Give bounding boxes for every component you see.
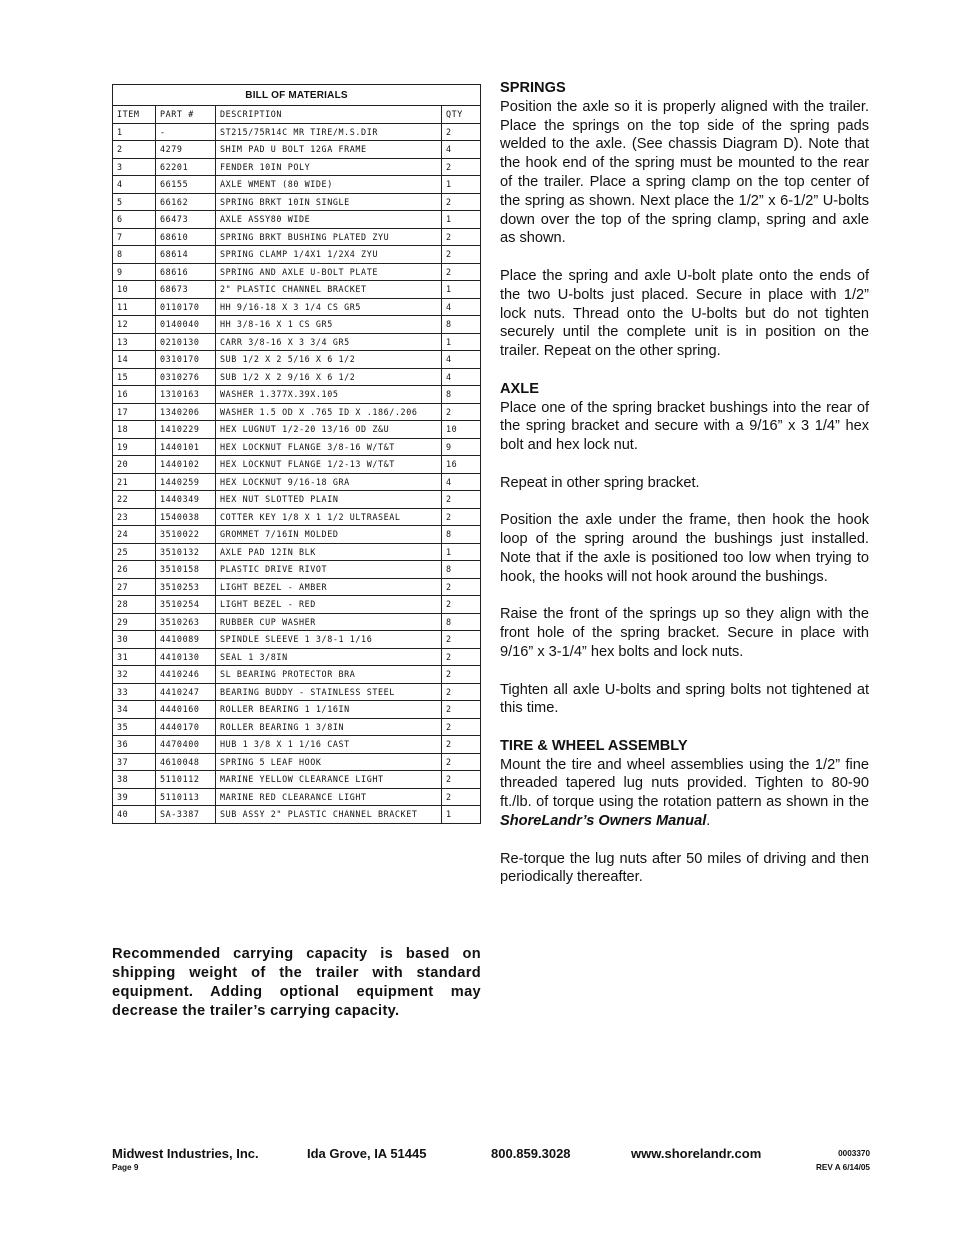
bom-cell-item: 24 bbox=[113, 526, 156, 544]
bom-cell-part-number: 1310163 bbox=[156, 386, 216, 404]
bom-cell-description: GROMMET 7/16IN MOLDED bbox=[216, 526, 442, 544]
bom-cell-item: 9 bbox=[113, 263, 156, 281]
bom-cell-part-number: 4440170 bbox=[156, 718, 216, 736]
bom-cell-qty: 2 bbox=[442, 491, 481, 509]
bom-row bbox=[113, 631, 481, 649]
bom-row bbox=[113, 806, 481, 824]
bom-cell-item: 15 bbox=[113, 368, 156, 386]
bom-cell-qty: 2 bbox=[442, 403, 481, 421]
tire-paragraph-1-text: Mount the tire and wheel assemblies using the 1/2” fine threaded tapered lug nuts provided. Tighten to 80-90 ft./lb. of torque using the rotation pattern as shown in the bbox=[500, 756, 869, 811]
bom-cell-qty: 8 bbox=[442, 316, 481, 334]
bom-cell-qty: 2 bbox=[442, 631, 481, 649]
bom-cell-part-number: 5110112 bbox=[156, 771, 216, 789]
bom-cell-qty: 2 bbox=[442, 771, 481, 789]
tire-paragraph-1-end: . bbox=[706, 813, 711, 830]
bom-cell-description: BEARING BUDDY - STAINLESS STEEL bbox=[216, 683, 442, 701]
bom-row bbox=[113, 228, 481, 246]
bom-cell-item: 10 bbox=[113, 281, 156, 299]
bom-cell-description: HEX LOCKNUT FLANGE 1/2-13 W/T&T bbox=[216, 456, 442, 474]
bom-row bbox=[113, 246, 481, 264]
bom-cell-part-number: 1540038 bbox=[156, 508, 216, 526]
bom-cell-item: 1 bbox=[113, 123, 156, 141]
bom-cell-description: ROLLER BEARING 1 1/16IN bbox=[216, 701, 442, 719]
bom-cell-part-number: 0110170 bbox=[156, 298, 216, 316]
bom-cell-part-number: 4279 bbox=[156, 141, 216, 159]
bom-row bbox=[113, 281, 481, 299]
bom-cell-item: 20 bbox=[113, 456, 156, 474]
bom-cell-part-number: 0310170 bbox=[156, 351, 216, 369]
bom-cell-part-number: 68616 bbox=[156, 263, 216, 281]
bom-cell-part-number: 66473 bbox=[156, 211, 216, 229]
bom-cell-part-number: 4470400 bbox=[156, 736, 216, 754]
bom-cell-qty: 2 bbox=[442, 578, 481, 596]
bom-header-part: PART # bbox=[156, 106, 216, 124]
axle-heading: AXLE bbox=[500, 380, 539, 397]
bom-cell-part-number: 1340206 bbox=[156, 403, 216, 421]
bom-cell-description: SUB 1/2 X 2 5/16 X 6 1/2 bbox=[216, 351, 442, 369]
bom-row bbox=[113, 403, 481, 421]
axle-paragraph-4: Raise the front of the springs up so they align with the front hole of the spring bracket. Secure in place with 9/16” x 3-1/4” hex bolts and lock nuts. bbox=[500, 606, 869, 660]
bom-cell-part-number: 3510158 bbox=[156, 561, 216, 579]
bom-cell-item: 23 bbox=[113, 508, 156, 526]
bom-cell-qty: 4 bbox=[442, 298, 481, 316]
bom-cell-item: 17 bbox=[113, 403, 156, 421]
bom-cell-description: SPRING AND AXLE U-BOLT PLATE bbox=[216, 263, 442, 281]
bom-header-qty: QTY bbox=[442, 106, 481, 124]
bom-cell-item: 22 bbox=[113, 491, 156, 509]
bom-cell-qty: 4 bbox=[442, 368, 481, 386]
bom-row bbox=[113, 613, 481, 631]
bom-cell-part-number: 0140040 bbox=[156, 316, 216, 334]
bom-cell-item: 26 bbox=[113, 561, 156, 579]
bom-cell-description: SL BEARING PROTECTOR BRA bbox=[216, 666, 442, 684]
tire-paragraph-1 bbox=[500, 756, 869, 831]
bom-cell-qty: 16 bbox=[442, 456, 481, 474]
bom-cell-qty: 8 bbox=[442, 386, 481, 404]
axle-paragraph-3: Position the axle under the frame, then hook the hook loop of the spring around the bushings just installed. Note that if the axle is positioned too low when trying to hook, the hooks will not hook around the bushings. bbox=[500, 512, 869, 585]
bom-cell-description: LIGHT BEZEL - RED bbox=[216, 596, 442, 614]
bom-cell-part-number: 3510022 bbox=[156, 526, 216, 544]
bom-row bbox=[113, 193, 481, 211]
bom-row bbox=[113, 316, 481, 334]
bom-cell-item: 27 bbox=[113, 578, 156, 596]
footer-city: Ida Grove, IA 51445 bbox=[307, 1146, 427, 1161]
bom-row bbox=[113, 718, 481, 736]
bom-row bbox=[113, 158, 481, 176]
bom-cell-qty: 2 bbox=[442, 753, 481, 771]
bom-cell-qty: 2 bbox=[442, 648, 481, 666]
bom-cell-part-number: 68673 bbox=[156, 281, 216, 299]
bom-cell-part-number: - bbox=[156, 123, 216, 141]
bom-cell-item: 29 bbox=[113, 613, 156, 631]
bom-cell-qty: 1 bbox=[442, 543, 481, 561]
bom-cell-description: SUB ASSY 2" PLASTIC CHANNEL BRACKET bbox=[216, 806, 442, 824]
owners-manual-reference: ShoreLandr’s Owners Manual bbox=[500, 813, 707, 830]
bom-cell-description: RUBBER CUP WASHER bbox=[216, 613, 442, 631]
bom-cell-qty: 2 bbox=[442, 736, 481, 754]
bom-cell-item: 3 bbox=[113, 158, 156, 176]
bom-cell-part-number: 4440160 bbox=[156, 701, 216, 719]
bom-cell-part-number: 3510253 bbox=[156, 578, 216, 596]
bom-cell-qty: 4 bbox=[442, 141, 481, 159]
bom-cell-part-number: 0210130 bbox=[156, 333, 216, 351]
bom-cell-description: HEX LOCKNUT 9/16-18 GRA bbox=[216, 473, 442, 491]
springs-heading: SPRINGS bbox=[500, 80, 566, 96]
bom-cell-qty: 4 bbox=[442, 351, 481, 369]
bom-row bbox=[113, 753, 481, 771]
bom-cell-qty: 2 bbox=[442, 596, 481, 614]
bom-cell-qty: 2 bbox=[442, 718, 481, 736]
bom-cell-description: ST215/75R14C MR TIRE/M.S.DIR bbox=[216, 123, 442, 141]
bom-cell-part-number: 0310276 bbox=[156, 368, 216, 386]
bom-row bbox=[113, 543, 481, 561]
bom-cell-item: 38 bbox=[113, 771, 156, 789]
bom-cell-part-number: 3510254 bbox=[156, 596, 216, 614]
bom-cell-description: HEX NUT SLOTTED PLAIN bbox=[216, 491, 442, 509]
bom-cell-part-number: 1440259 bbox=[156, 473, 216, 491]
bom-cell-item: 40 bbox=[113, 806, 156, 824]
footer-phone: 800.859.3028 bbox=[491, 1146, 571, 1161]
bom-cell-description: WASHER 1.377X.39X.105 bbox=[216, 386, 442, 404]
bom-row bbox=[113, 736, 481, 754]
bom-cell-description: SPRING BRKT 10IN SINGLE bbox=[216, 193, 442, 211]
bom-cell-qty: 9 bbox=[442, 438, 481, 456]
bom-row bbox=[113, 176, 481, 194]
bom-cell-qty: 2 bbox=[442, 508, 481, 526]
bom-cell-description: MARINE RED CLEARANCE LIGHT bbox=[216, 788, 442, 806]
footer-website: www.shorelandr.com bbox=[631, 1146, 762, 1161]
bom-cell-qty: 2 bbox=[442, 123, 481, 141]
bom-cell-item: 18 bbox=[113, 421, 156, 439]
bom-cell-item: 21 bbox=[113, 473, 156, 491]
bom-cell-part-number: 1410229 bbox=[156, 421, 216, 439]
bom-cell-part-number: 4610048 bbox=[156, 753, 216, 771]
bom-cell-part-number: 1440349 bbox=[156, 491, 216, 509]
bom-row bbox=[113, 771, 481, 789]
bom-cell-description: AXLE WMENT (80 WIDE) bbox=[216, 176, 442, 194]
bom-cell-item: 6 bbox=[113, 211, 156, 229]
bom-row bbox=[113, 666, 481, 684]
bom-row bbox=[113, 648, 481, 666]
springs-paragraph-2: Place the spring and axle U-bolt plate onto the ends of the two U-bolts just placed. Secure in place with 1/2” lock nuts. Thread onto the U-bolts but do not tighten securely until the complete unit is in position on the trailer. Repeat on the other spring. bbox=[500, 267, 869, 360]
bom-cell-part-number: 3510132 bbox=[156, 543, 216, 561]
bom-row bbox=[113, 596, 481, 614]
bom-cell-item: 30 bbox=[113, 631, 156, 649]
bom-cell-description: SPINDLE SLEEVE 1 3/8-1 1/16 bbox=[216, 631, 442, 649]
springs-paragraph-1: Position the axle so it is properly aligned with the trailer. Place the springs on the top side of the spring pads welded to the axle. (See chassis Diagram D). Note that the hook end of the spring must be mounted to the rear of the trailer. Place a spring clamp on the top center of the spring as shown. Next place the 1/2” x 6-1/2” U-bolts down over the top of the spring clamp, spring and axle as shown. bbox=[500, 98, 869, 247]
bom-cell-description: HH 9/16-18 X 3 1/4 CS GR5 bbox=[216, 298, 442, 316]
bom-cell-qty: 8 bbox=[442, 561, 481, 579]
bom-cell-part-number: 1440102 bbox=[156, 456, 216, 474]
bom-cell-description: CARR 3/8-16 X 3 3/4 GR5 bbox=[216, 333, 442, 351]
bom-cell-item: 5 bbox=[113, 193, 156, 211]
bom-row bbox=[113, 788, 481, 806]
bom-cell-part-number: 4410130 bbox=[156, 648, 216, 666]
bom-header-item: ITEM bbox=[113, 106, 156, 124]
bom-row bbox=[113, 211, 481, 229]
bom-cell-item: 25 bbox=[113, 543, 156, 561]
bom-cell-description: SPRING BRKT BUSHING PLATED ZYU bbox=[216, 228, 442, 246]
footer-revision: REV A 6/14/05 bbox=[815, 1163, 870, 1172]
bom-row bbox=[113, 491, 481, 509]
bom-cell-qty: 2 bbox=[442, 193, 481, 211]
bom-cell-description: 2" PLASTIC CHANNEL BRACKET bbox=[216, 281, 442, 299]
bom-title: BILL OF MATERIALS bbox=[113, 85, 481, 106]
bom-cell-qty: 8 bbox=[442, 613, 481, 631]
bom-cell-item: 36 bbox=[113, 736, 156, 754]
bom-cell-description: AXLE ASSY80 WIDE bbox=[216, 211, 442, 229]
bom-cell-item: 39 bbox=[113, 788, 156, 806]
bom-cell-part-number: 1440101 bbox=[156, 438, 216, 456]
bom-cell-description: COTTER KEY 1/8 X 1 1/2 ULTRASEAL bbox=[216, 508, 442, 526]
bom-cell-item: 7 bbox=[113, 228, 156, 246]
bom-cell-qty: 10 bbox=[442, 421, 481, 439]
bom-cell-part-number: 68614 bbox=[156, 246, 216, 264]
bom-cell-qty: 2 bbox=[442, 666, 481, 684]
bom-cell-description: HEX LOCKNUT FLANGE 3/8-16 W/T&T bbox=[216, 438, 442, 456]
carrying-capacity-notice: Recommended carrying capacity is based on shipping weight of the trailer with standard equipment. Adding optional equipment may decrease the trailer’s carrying capacity. bbox=[112, 946, 481, 1019]
footer-company: Midwest Industries, Inc. bbox=[112, 1146, 259, 1161]
bom-cell-description: SPRING 5 LEAF HOOK bbox=[216, 753, 442, 771]
bom-cell-item: 19 bbox=[113, 438, 156, 456]
bom-cell-qty: 2 bbox=[442, 701, 481, 719]
bom-cell-item: 31 bbox=[113, 648, 156, 666]
bom-cell-qty: 4 bbox=[442, 473, 481, 491]
bom-cell-part-number: 4410246 bbox=[156, 666, 216, 684]
bom-cell-item: 37 bbox=[113, 753, 156, 771]
bom-cell-item: 12 bbox=[113, 316, 156, 334]
bom-cell-qty: 2 bbox=[442, 158, 481, 176]
bom-cell-qty: 1 bbox=[442, 211, 481, 229]
bom-row bbox=[113, 683, 481, 701]
bom-row bbox=[113, 701, 481, 719]
bom-cell-item: 32 bbox=[113, 666, 156, 684]
bom-cell-item: 33 bbox=[113, 683, 156, 701]
bom-row bbox=[113, 473, 481, 491]
bom-row bbox=[113, 298, 481, 316]
bom-cell-part-number: SA-3387 bbox=[156, 806, 216, 824]
bom-cell-qty: 2 bbox=[442, 263, 481, 281]
axle-paragraph-1: Place one of the spring bracket bushings into the rear of the spring bracket and secure with a 9/16” x 3 1/4” hex bolt and hex lock nut. bbox=[500, 399, 869, 454]
bom-cell-part-number: 62201 bbox=[156, 158, 216, 176]
bom-cell-qty: 2 bbox=[442, 228, 481, 246]
bom-row bbox=[113, 368, 481, 386]
bom-cell-description: MARINE YELLOW CLEARANCE LIGHT bbox=[216, 771, 442, 789]
bom-cell-item: 2 bbox=[113, 141, 156, 159]
bom-cell-qty: 1 bbox=[442, 806, 481, 824]
bom-cell-description: SHIM PAD U BOLT 12GA FRAME bbox=[216, 141, 442, 159]
bom-cell-part-number: 4410089 bbox=[156, 631, 216, 649]
bom-cell-qty: 1 bbox=[442, 281, 481, 299]
bill-of-materials-table bbox=[112, 84, 481, 824]
bom-cell-description: ROLLER BEARING 1 3/8IN bbox=[216, 718, 442, 736]
bom-cell-item: 11 bbox=[113, 298, 156, 316]
bom-cell-part-number: 4410247 bbox=[156, 683, 216, 701]
bom-cell-qty: 1 bbox=[442, 176, 481, 194]
bom-cell-qty: 2 bbox=[442, 683, 481, 701]
bom-header-row bbox=[113, 106, 481, 124]
bom-cell-qty: 2 bbox=[442, 246, 481, 264]
bom-cell-part-number: 66155 bbox=[156, 176, 216, 194]
bom-cell-description: SUB 1/2 X 2 9/16 X 6 1/2 bbox=[216, 368, 442, 386]
bom-cell-item: 35 bbox=[113, 718, 156, 736]
bom-cell-item: 13 bbox=[113, 333, 156, 351]
tire-wheel-heading: TIRE & WHEEL ASSEMBLY bbox=[500, 737, 688, 754]
bom-row bbox=[113, 526, 481, 544]
bom-cell-item: 14 bbox=[113, 351, 156, 369]
bom-cell-item: 34 bbox=[113, 701, 156, 719]
bom-row bbox=[113, 578, 481, 596]
bom-row bbox=[113, 438, 481, 456]
bom-cell-part-number: 5110113 bbox=[156, 788, 216, 806]
assembly-instructions bbox=[500, 79, 869, 887]
bom-cell-part-number: 68610 bbox=[156, 228, 216, 246]
bom-cell-part-number: 66162 bbox=[156, 193, 216, 211]
bom-cell-description: HEX LUGNUT 1/2-20 13/16 OD Z&U bbox=[216, 421, 442, 439]
bom-cell-description: SPRING CLAMP 1/4X1 1/2X4 ZYU bbox=[216, 246, 442, 264]
tire-paragraph-2: Re-torque the lug nuts after 50 miles of driving and then periodically thereafter. bbox=[500, 850, 869, 886]
bom-row bbox=[113, 263, 481, 281]
bom-cell-description: SEAL 1 3/8IN bbox=[216, 648, 442, 666]
footer-doc-number: 0003370 bbox=[838, 1149, 870, 1158]
bom-cell-item: 28 bbox=[113, 596, 156, 614]
bom-row bbox=[113, 508, 481, 526]
bom-cell-item: 4 bbox=[113, 176, 156, 194]
bom-cell-description: AXLE PAD 12IN BLK bbox=[216, 543, 442, 561]
bom-row bbox=[113, 561, 481, 579]
bom-cell-description: FENDER 10IN POLY bbox=[216, 158, 442, 176]
bom-row bbox=[113, 456, 481, 474]
bom-cell-qty: 1 bbox=[442, 333, 481, 351]
bom-cell-qty: 8 bbox=[442, 526, 481, 544]
bom-row bbox=[113, 386, 481, 404]
bom-cell-qty: 2 bbox=[442, 788, 481, 806]
axle-paragraph-2: Repeat in other spring bracket. bbox=[500, 474, 700, 491]
bom-row bbox=[113, 123, 481, 141]
bom-cell-description: HUB 1 3/8 X 1 1/16 CAST bbox=[216, 736, 442, 754]
bom-cell-item: 16 bbox=[113, 386, 156, 404]
bom-rows bbox=[113, 123, 481, 823]
footer-page-number: Page 9 bbox=[112, 1163, 139, 1172]
bom-row bbox=[113, 333, 481, 351]
bom-header-description: DESCRIPTION bbox=[216, 106, 442, 124]
bom-row bbox=[113, 141, 481, 159]
bom-cell-item: 8 bbox=[113, 246, 156, 264]
bom-row bbox=[113, 421, 481, 439]
bom-cell-description: WASHER 1.5 OD X .765 ID X .186/.206 bbox=[216, 403, 442, 421]
bom-cell-description: HH 3/8-16 X 1 CS GR5 bbox=[216, 316, 442, 334]
bom-cell-description: LIGHT BEZEL - AMBER bbox=[216, 578, 442, 596]
bom-row bbox=[113, 351, 481, 369]
bom-cell-part-number: 3510263 bbox=[156, 613, 216, 631]
axle-paragraph-5: Tighten all axle U-bolts and spring bolts not tightened at this time. bbox=[500, 681, 869, 717]
bom-cell-description: PLASTIC DRIVE RIVOT bbox=[216, 561, 442, 579]
